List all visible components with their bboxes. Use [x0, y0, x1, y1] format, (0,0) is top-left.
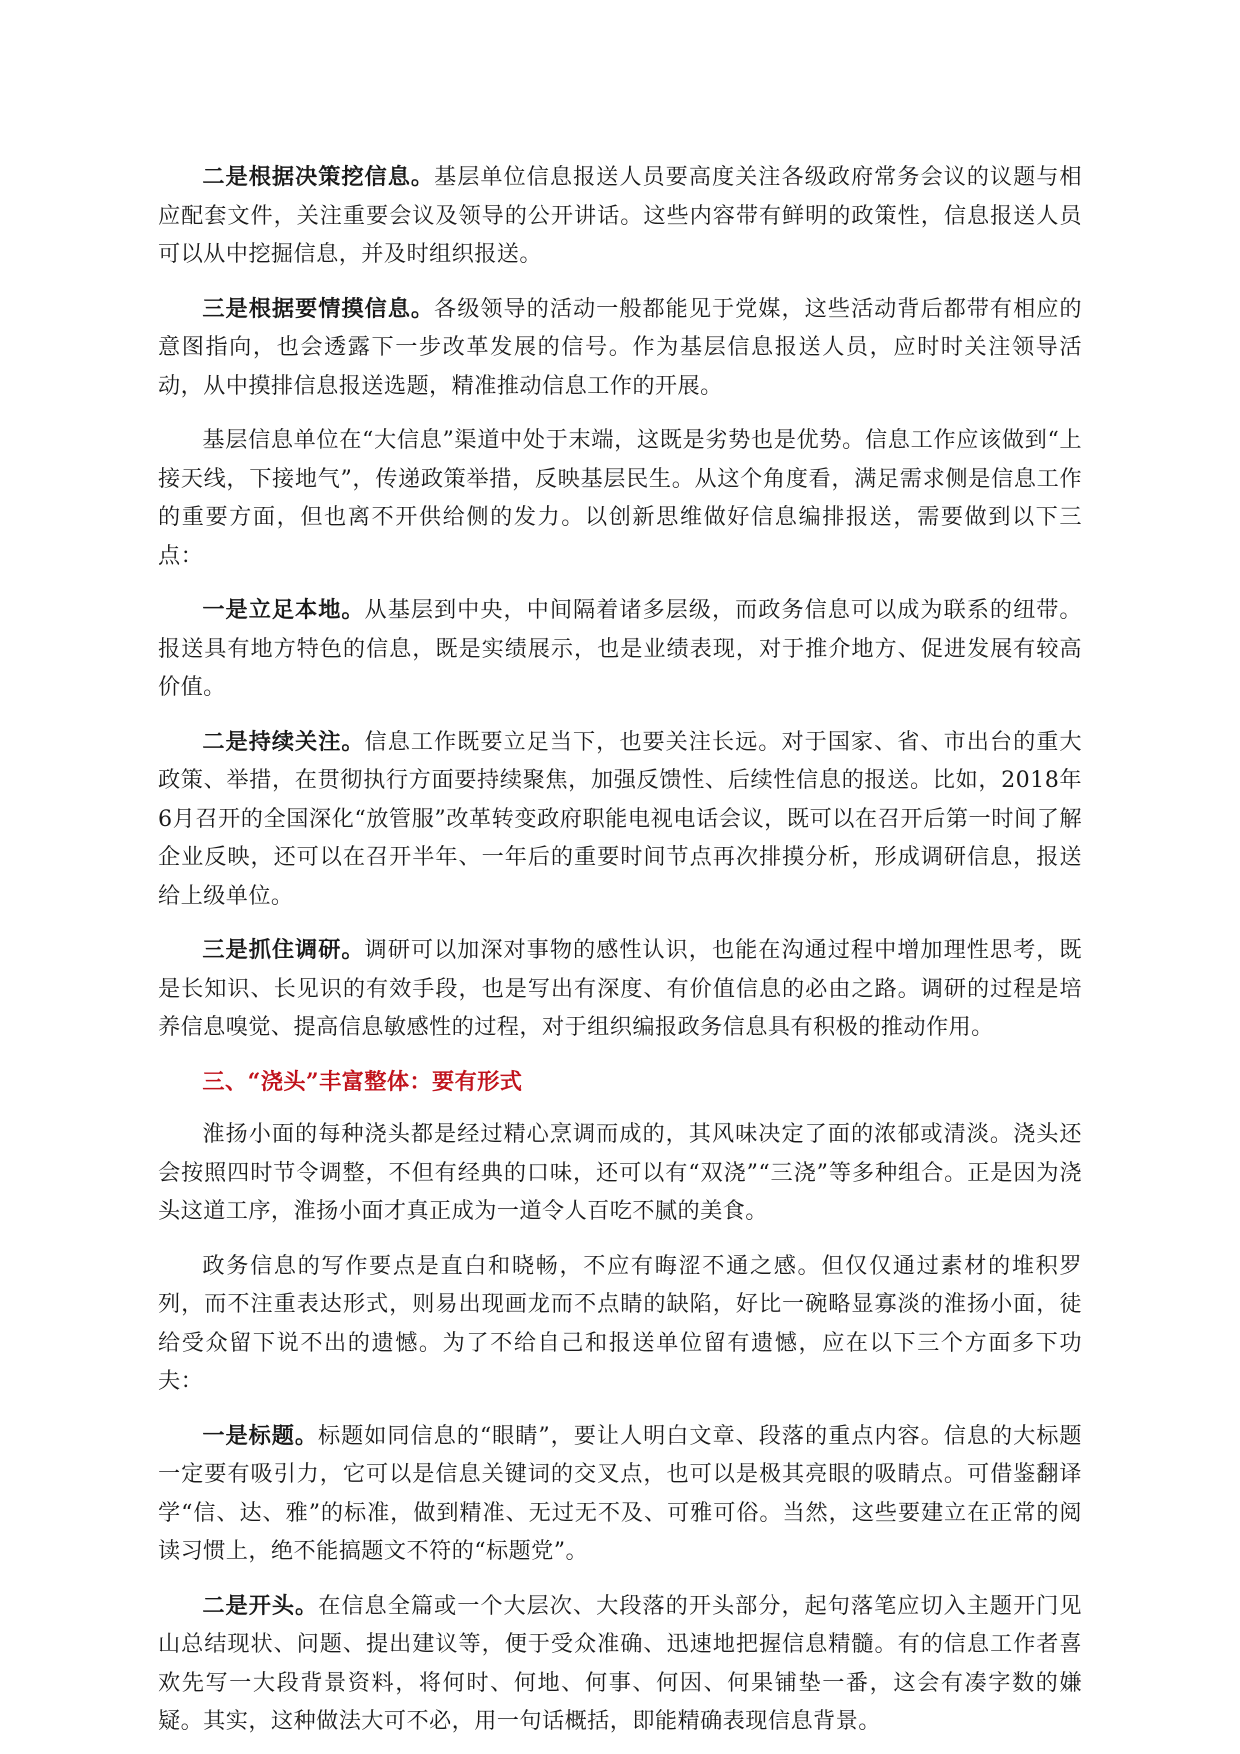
section-heading: 三、“浇头”丰富整体：要有形式	[202, 1068, 523, 1095]
paragraph-text: 政务信息的写作要点是直白和晓畅，不应有晦涩不通之感。但仅仅通过素材的堆积罗列，而不注重表达形式，则易出现画龙而不点睛的缺陷，好比一碗略显寡淡的淮扬小面，徒给受众留下说不出的遗憾。为了不给自己和报送单位留有遗憾，应在以下三个方面多下功夫：	[158, 1252, 1082, 1394]
paragraph-opening	[158, 1587, 1082, 1741]
paragraph-text: 标题如同信息的“眼睛”，要让人明白文章、段落的重点内容。信息的大标题一定要有吸引力，它可以是信息关键词的交叉点，也可以是极其亮眼的吸睛点。可借鉴翻译学“信、达、雅”的标准，做到精准、无过无不及、可雅可俗。当然，这些要建立在正常的阅读习惯上，绝不能搞题文不符的“标题党”。	[158, 1422, 1082, 1564]
paragraph-lead: 一是立足本地。	[202, 597, 365, 623]
paragraph-text: 淮扬小面的每种浇头都是经过精心烹调而成的，其风味决定了面的浓郁或清淡。浇头还会按照四时节令调整，不但有经典的口味，还可以有“双浇”“三浇”等多种组合。正是因为浇头这道工序，淮扬小面才真正成为一道令人百吃不腻的美食。	[158, 1121, 1082, 1224]
paragraph-text: 信息工作既要立足当下，也要关注长远。对于国家、省、市出台的重大政策、举措，在贯彻执行方面要持续聚焦，加强反馈性、后续性信息的报送。比如，2018年6月召开的全国深化“放管服”改革转变政府职能电视电话会议，既可以在召开后第一时间了解企业反映，还可以在召开半年、一年后的重要时间节点再次排摸分析，形成调研信息，报送给上级单位。	[158, 728, 1082, 909]
paragraph-text: 基层单位信息报送人员要高度关注各级政府常务会议的议题与相应配套文件，关注重要会议及领导的公开讲话。这些内容带有鲜明的政策性，信息报送人员可以从中挖掘信息，并及时组织报送。	[158, 164, 1083, 267]
paragraph-text: 基层信息单位在“大信息”渠道中处于末端，这既是劣势也是优势。信息工作应该做到“上接天线，下接地气”，传递政策举措，反映基层民生。从这个角度看，满足需求侧是信息工作的重要方面，但也离不开供给侧的发力。以创新思维做好信息编排报送，需要做到以下三点：	[158, 427, 1082, 569]
paragraph-lead: 三是根据要情摸信息。	[202, 295, 435, 322]
paragraph-toppings	[158, 1115, 1082, 1231]
paragraph-lead: 一是标题。	[202, 1422, 319, 1449]
paragraph-text: 在信息全篇或一个大层次、大段落的开头部分，起句落笔应切入主题开门见山总结现状、问题、提出建议等，便于受众准确、迅速地把握信息精髓。有的信息工作者喜欢先写一大段背景资料，将何时、何地、何事、何因、何果铺垫一番，这会有凑字数的嫌疑。其实，这种做法大可不必，用一句话概括，即能精确表现信息背景。	[158, 1592, 1083, 1734]
paragraph-research	[158, 931, 1082, 1047]
paragraph-lead: 二是开头。	[202, 1592, 319, 1619]
paragraph-text: 调研可以加深对事物的感性认识，也能在沟通过程中增加理性思考，既是长知识、长见识的有效手段，也是写出有深度、有价值信息的必由之路。调研的过程是培养信息嗅觉、提高信息敏感性的过程，对于组织编报政务信息具有积极的推动作用。	[158, 937, 1082, 1040]
paragraph-writing	[158, 1247, 1082, 1401]
paragraph-local	[158, 591, 1082, 707]
paragraph-text: 各级领导的活动一般都能见于党媒，这些活动背后都带有相应的意图指向，也会透露下一步改革发展的信号。作为基层信息报送人员，应时时关注领导活动，从中摸排信息报送选题，精准推动信息工作的开展。	[158, 295, 1083, 399]
paragraph-decision	[158, 158, 1082, 274]
paragraph-text: 从基层到中央，中间隔着诸多层级，而政务信息可以成为联系的纽带。报送具有地方特色的信息，既是实绩展示，也是业绩表现，对于推介地方、促进发展有较高价值。	[158, 597, 1082, 700]
paragraph-lead: 二是根据决策挖信息。	[202, 164, 435, 190]
paragraph-situation	[158, 290, 1082, 406]
paragraph-lead: 二是持续关注。	[202, 728, 365, 755]
paragraph-grassroots	[158, 421, 1082, 575]
paragraph-continuous	[158, 723, 1082, 916]
paragraph-lead: 三是抓住调研。	[202, 937, 365, 963]
paragraph-title	[158, 1417, 1082, 1571]
